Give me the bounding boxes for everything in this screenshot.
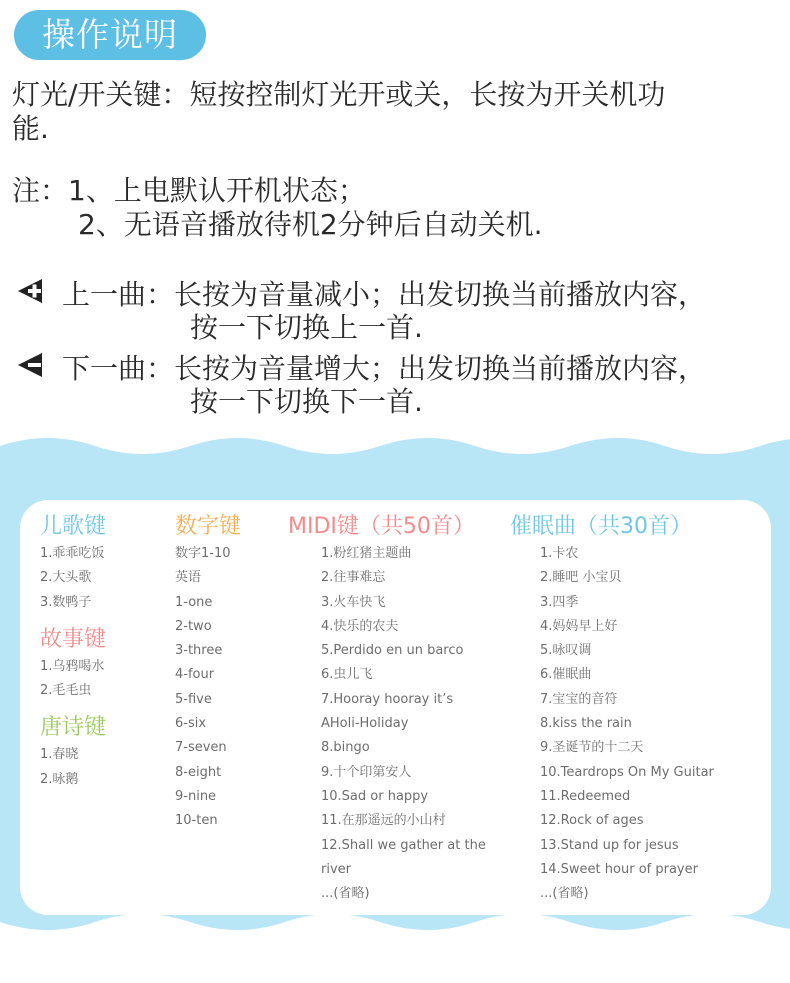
numbers-heading: 数字键	[175, 514, 242, 539]
arrow-left-plus-icon	[16, 278, 46, 304]
list-item: 3.火车快飞	[321, 594, 386, 610]
list-item: 2-two	[175, 618, 212, 634]
list-item: 8-eight	[175, 764, 222, 780]
note-line-1: 注：1、上电默认开机状态；	[12, 174, 366, 207]
list-item: 13.Stand up for jesus	[540, 837, 679, 853]
column-numbers	[175, 512, 241, 834]
list-item: 2.毛毛虫	[40, 683, 92, 699]
lullaby-heading: 催眠曲（共30首）	[510, 514, 692, 539]
list-item: 1.乌鸦喝水	[40, 658, 105, 674]
list-item: 数字1-10	[175, 546, 231, 561]
list-item: 6.虫儿飞	[321, 667, 373, 683]
list-item: 1.卡农	[540, 546, 579, 561]
list-item: 2.咏鹅	[40, 771, 79, 787]
list-item: 12.Rock of ages	[540, 813, 644, 829]
poems-heading: 唐诗键	[40, 715, 107, 741]
list-item: 11.Redeemed	[540, 788, 631, 804]
list-item: 4.妈妈早上好	[540, 618, 618, 634]
list-item: 4-four	[175, 667, 215, 683]
list-item: 6-six	[175, 716, 207, 732]
column-lullaby	[510, 512, 714, 906]
list-item: 4.快乐的农夫	[321, 618, 399, 634]
list-item: 8.kiss the rain	[540, 716, 632, 732]
list-item: 11.在那遥远的小山村	[321, 813, 446, 829]
list-item: 14.Sweet hour of prayer	[540, 861, 698, 877]
next-track-description-cont: 按一下切换下一首.	[190, 385, 423, 418]
next-track-description: 下一曲：长按为音量增大；出发切换当前播放内容，	[62, 352, 707, 385]
children-songs-heading: 儿歌键	[40, 514, 107, 539]
list-item: 5.咏叹调	[540, 643, 592, 659]
list-item: 1-one	[175, 594, 213, 610]
column-children-songs	[40, 512, 106, 792]
list-item: 5.Perdido en un barco	[321, 643, 464, 659]
list-item: 3.数鸭子	[40, 594, 92, 610]
prev-track-description: 上一曲：长按为音量减小；出发切换当前播放内容，	[62, 278, 707, 311]
list-item: 10-ten	[175, 813, 218, 829]
list-item: 2.大头歌	[40, 570, 92, 586]
list-item: 英语	[175, 570, 202, 586]
note-line-2: 2、无语音播放待机2分钟后自动关机.	[78, 208, 543, 241]
list-item: 9.圣诞节的十二天	[540, 740, 644, 756]
midi-heading: MIDI键（共50首）	[288, 514, 475, 539]
power-key-description: 灯光/开关键：短按控制灯光开或关，长按为开关机功	[12, 78, 666, 111]
column-midi	[288, 512, 486, 906]
list-item: 9.十个印第安人	[321, 764, 412, 780]
list-item: 2.睡吧 小宝贝	[540, 570, 622, 586]
list-item: 7.宝宝的音符	[540, 691, 618, 707]
list-item: ...(省略)	[540, 886, 589, 902]
list-item: 3-three	[175, 643, 223, 659]
list-item: 6.催眠曲	[540, 667, 592, 683]
list-item: 1.粉红猪主题曲	[321, 546, 412, 561]
list-item: 8.bingo	[321, 740, 370, 756]
list-item: ...(省略)	[321, 886, 370, 902]
list-item: 2.往事难忘	[321, 570, 386, 586]
list-item: 10.Teardrops On My Guitar	[540, 764, 714, 780]
list-item: 10.Sad or happy	[321, 788, 429, 804]
stories-heading: 故事键	[40, 626, 107, 652]
list-item: 3.四季	[540, 594, 579, 610]
list-item: 7-seven	[175, 740, 227, 756]
section-title-tag: 操作说明	[14, 10, 206, 60]
list-item: 1.春晓	[40, 747, 79, 763]
list-item: AHoli-Holiday	[321, 716, 409, 732]
list-item: 5-five	[175, 691, 212, 707]
list-item: 7.Hooray hooray it’s	[321, 691, 454, 707]
power-key-description-cont: 能.	[12, 112, 49, 145]
prev-track-description-cont: 按一下切换上一首.	[190, 311, 423, 344]
list-item: 1.乖乖吃饭	[40, 546, 105, 561]
list-item: 9-nine	[175, 788, 217, 804]
list-item: 12.Shall we gather at the	[321, 837, 486, 853]
arrow-left-minus-icon	[16, 352, 46, 378]
list-item: river	[321, 861, 351, 877]
